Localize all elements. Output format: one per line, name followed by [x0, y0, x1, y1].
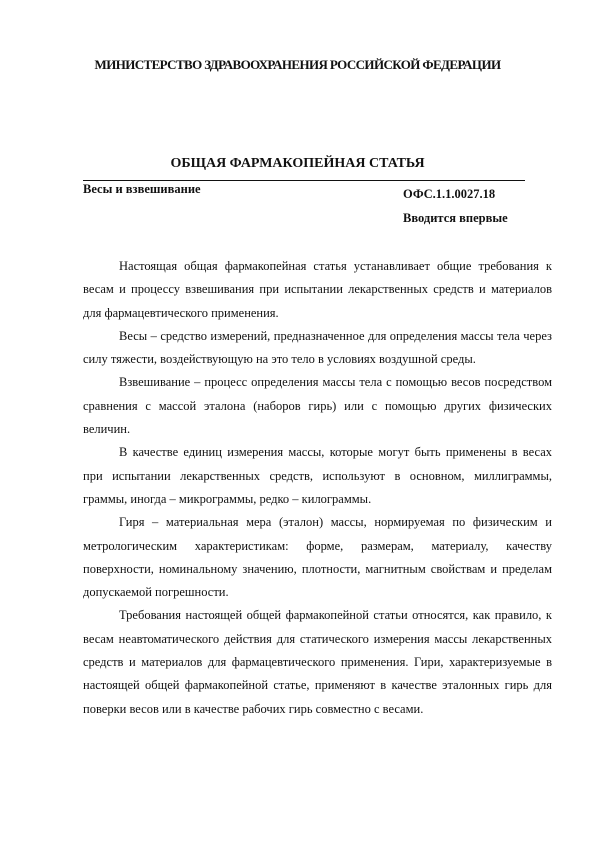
article-status: Вводится впервые — [403, 211, 508, 225]
article-body — [83, 255, 552, 721]
ministry-heading: МИНИСТЕРСТВО ЗДРАВООХРАНЕНИЯ РОССИЙСКОЙ ФЕДЕРАЦИИ — [94, 57, 501, 72]
article-code-block — [403, 182, 508, 230]
paragraph: Весы – средство измерений, предназначенное для определения массы тела через силу тяжести, воздействующую на это тело в условиях воздушной среды. — [83, 328, 552, 367]
article-subject: Весы и взвешивание — [83, 182, 201, 196]
paragraph: Гиря – материальная мера (эталон) массы, нормируемая по физическим и метрологическим характеристикам: форме, размерам, материалу, качеству поверхности, номинальному значению, плотности, магнитным свойствам и пределам допускаемой погрешности. — [83, 515, 552, 600]
article-meta — [83, 180, 525, 227]
document-title: ОБЩАЯ ФАРМАКОПЕЙНАЯ СТАТЬЯ — [170, 156, 425, 171]
article-code: ОФС.1.1.0027.18 — [403, 187, 496, 201]
paragraph: Требования настоящей общей фармакопейной статьи относятся, как правило, к весам неавтоматического действия для статического измерения массы лекарственных средств и материалов для фармацевтического применения. Гири, характеризуемые в настоящей общей фармакопейной статье, применяют в качестве эталонных гирь для поверки весов или в качестве рабочих гирь совместно с весами. — [83, 608, 552, 716]
paragraph: В качестве единиц измерения массы, которые могут быть применены в весах при испытании лекарственных средств, используют в основном, миллиграммы, граммы, иногда – микрограммы, редко – килограммы. — [83, 445, 552, 506]
paragraph: Настоящая общая фармакопейная статья устанавливает общие требования к весам и процессу взвешивания при испытании лекарственных средств и материалов для фармацевтического применения. — [83, 259, 552, 320]
paragraph: Взвешивание – процесс определения массы тела с помощью весов посредством сравнения с массой эталона (наборов гирь) или с помощью других физических величин. — [83, 375, 552, 437]
